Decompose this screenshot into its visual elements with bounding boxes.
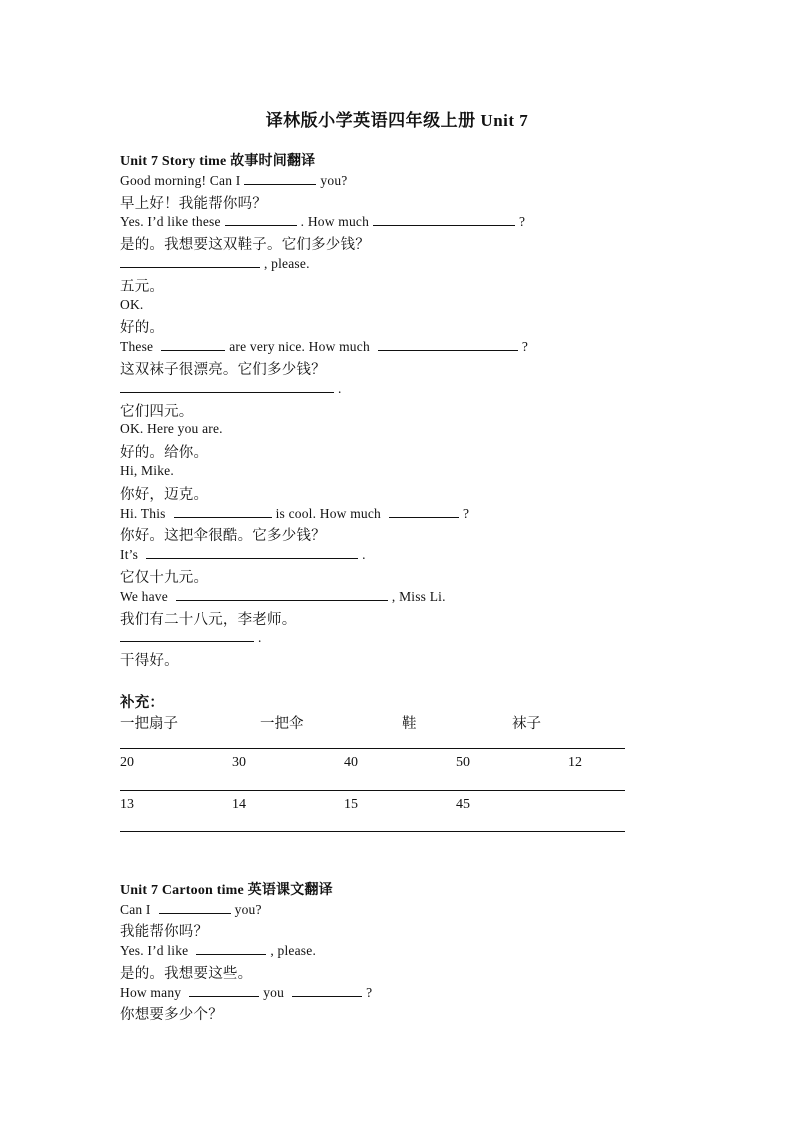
story-line-7: OK.	[120, 297, 144, 312]
story-line-16: 你好，迈克。	[120, 487, 209, 503]
supplement-number: 13	[120, 797, 134, 812]
story-line-5: , please.	[120, 255, 310, 272]
answer-blank[interactable]	[161, 338, 225, 351]
answer-blank[interactable]	[225, 213, 297, 226]
supplement-label: 补充：	[120, 695, 165, 711]
answer-blank[interactable]	[146, 546, 358, 559]
story-line-3: Yes. I’d like these . How much ?	[120, 214, 526, 229]
cartoon-line-5: How many you ?	[120, 985, 373, 1000]
story-line-8: 好的。	[120, 320, 165, 336]
answer-blank[interactable]	[189, 984, 259, 997]
answer-blank[interactable]	[159, 901, 231, 914]
story-line-9: These are very nice. How much ?	[120, 339, 529, 354]
story-line-6: 五元。	[120, 279, 165, 295]
story-line-13: OK. Here you are.	[120, 421, 223, 436]
story-line-1: Good morning! Can I you?	[120, 173, 348, 188]
story-line-20: 它仅十九元。	[120, 570, 209, 586]
story-line-21: We have , Miss Li.	[120, 589, 446, 604]
story-line-15: Hi, Mike.	[120, 463, 174, 478]
document-title: 译林版小学英语四年级上册 Unit 7	[265, 111, 529, 130]
story-line-2: 早上好！我能帮你吗？	[120, 196, 267, 212]
answer-blank[interactable]	[120, 255, 260, 268]
answer-blank[interactable]	[174, 505, 272, 518]
answer-blank[interactable]	[373, 213, 515, 226]
supplement-word: 一把伞	[260, 716, 304, 732]
answer-blank[interactable]	[120, 629, 254, 642]
story-line-18: 你好。这把伞很酷。它多少钱？	[120, 528, 326, 544]
story-line-4: 是的。我想要这双鞋子。它们多少钱？	[120, 237, 370, 253]
answer-blank[interactable]	[120, 380, 334, 393]
answer-blank[interactable]	[389, 505, 459, 518]
story-heading: Unit 7 Story time 故事时间翻译	[120, 154, 316, 169]
cartoon-line-6: 你想要多少个？	[120, 1007, 223, 1023]
cartoon-line-3: Yes. I’d like , please.	[120, 943, 317, 958]
story-line-23: .	[120, 629, 262, 646]
cartoon-line-2: 我能帮你吗？	[120, 924, 209, 940]
supplement-number: 50	[456, 755, 470, 770]
story-line-24: 干得好。	[120, 653, 179, 669]
answer-blank[interactable]	[292, 984, 362, 997]
cartoon-heading: Unit 7 Cartoon time 英语课文翻译	[120, 883, 333, 898]
answer-rule[interactable]	[120, 831, 625, 832]
answer-blank[interactable]	[244, 172, 316, 185]
story-line-14: 好的。给你。	[120, 445, 209, 461]
answer-blank[interactable]	[176, 588, 388, 601]
story-line-11: .	[120, 380, 342, 397]
answer-blank[interactable]	[196, 942, 266, 955]
supplement-word: 袜子	[512, 716, 541, 732]
story-line-17: Hi. This is cool. How much ?	[120, 506, 470, 521]
supplement-number: 14	[232, 797, 246, 812]
supplement-number: 15	[344, 797, 358, 812]
cartoon-line-4: 是的。我想要这些。	[120, 966, 253, 982]
supplement-number: 12	[568, 755, 582, 770]
story-line-10: 这双袜子很漂亮。它们多少钱？	[120, 362, 326, 378]
supplement-word: 一把扇子	[120, 716, 178, 732]
answer-blank[interactable]	[378, 338, 518, 351]
story-line-22: 我们有二十八元，李老师。	[120, 612, 297, 628]
supplement-number: 20	[120, 755, 134, 770]
supplement-number: 45	[456, 797, 470, 812]
supplement-word: 鞋	[402, 716, 417, 732]
story-line-19: It’s .	[120, 547, 366, 562]
answer-rule[interactable]	[120, 748, 625, 749]
answer-rule[interactable]	[120, 790, 625, 791]
story-line-12: 它们四元。	[120, 404, 194, 420]
supplement-number: 40	[344, 755, 358, 770]
supplement-number: 30	[232, 755, 246, 770]
cartoon-line-1: Can I you?	[120, 902, 262, 917]
